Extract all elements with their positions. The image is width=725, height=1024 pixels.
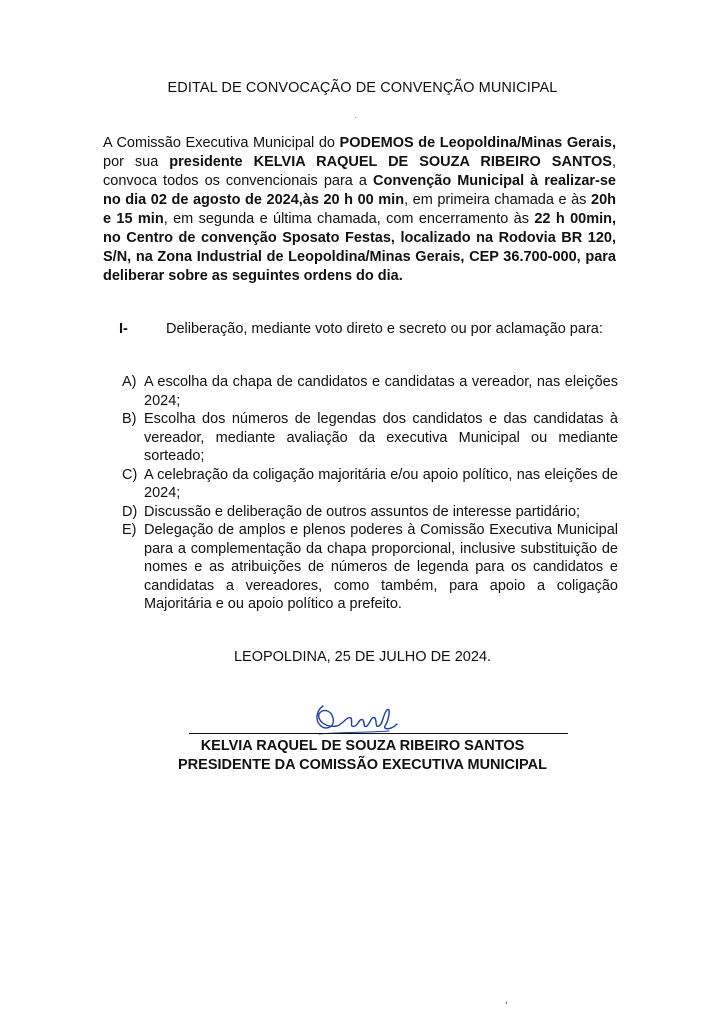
list-item <box>122 410 618 466</box>
signatory-block <box>0 737 725 775</box>
list-item <box>122 521 618 614</box>
list-item-marker: A) <box>122 374 137 390</box>
agenda-item-i-text: Deliberação, mediante voto direto e secreto ou por aclamação para: <box>166 321 603 337</box>
scan-speck: · <box>354 113 357 122</box>
intro-bold-location: 22 h 00min, no Centro de convenção Sposato Festas, localizado na Rodovia BR 120, S/N, na Zona Industrial de Leopoldina/Minas Gerais, CEP 36.700-000, para deliberar sobre as seguintes ordens do dia. <box>103 211 617 284</box>
list-item <box>122 373 618 410</box>
intro-bold-convention-date: Convenção Municipal à realizar-se no dia 02 de agosto de 2024,às 20 h 00 min <box>103 173 616 208</box>
intro-bold-party: PODEMOS de Leopoldina/Minas Gerais, <box>339 135 616 151</box>
signature-line <box>189 733 568 734</box>
list-item-text: Delegação de amplos e plenos poderes à Comissão Executiva Municipal para a complementação da chapa proporcional, inclusive substituição de nomes e as atribuições de números de legenda para os candidatos e candidatas a vereadores, como também, para apoio a coligação Majoritária e ou apoio político a prefeito. <box>144 522 618 612</box>
signatory-name: KELVIA RAQUEL DE SOUZA RIBEIRO SANTOS <box>200 738 525 754</box>
agenda-item-i-marker: I- <box>119 321 128 337</box>
list-item-text: A celebração da coligação majoritária e/ou apoio político, nas eleições de 2024; <box>144 466 618 501</box>
list-item-marker: C) <box>122 466 138 483</box>
intro-text-1: A Comissão Executiva Municipal do <box>103 135 340 151</box>
document-title: EDITAL DE CONVOCAÇÃO DE CONVENÇÃO MUNICIPAL <box>167 80 558 96</box>
agenda-list <box>122 373 618 614</box>
intro-bold-second-call: 20h e 15 min <box>103 192 616 227</box>
scan-speck: , <box>505 995 508 1006</box>
intro-bold-president: presidente KELVIA RAQUEL DE SOUZA RIBEIRO SANTOS <box>169 154 612 170</box>
list-item-marker: E) <box>122 522 137 538</box>
list-item-text: Discussão e deliberação de outros assuntos de interesse partidário; <box>144 503 581 520</box>
list-item <box>122 466 618 503</box>
list-item-marker: B) <box>122 411 137 427</box>
intro-paragraph <box>103 134 616 286</box>
intro-text-5: , em segunda e última chamada, com encerramento às <box>163 211 535 227</box>
document-date: LEOPOLDINA, 25 DE JULHO DE 2024. <box>233 649 492 665</box>
list-item-text: A escolha da chapa de candidatos e candidatas a vereador, nas eleições 2024; <box>144 374 618 409</box>
intro-text-2: por sua <box>103 154 170 170</box>
list-item-text: Escolha dos números de legendas dos candidatos e das candidatas à vereador, mediante avaliação da executiva Municipal ou mediante sorteado; <box>144 411 618 464</box>
list-item-marker: D) <box>122 503 138 520</box>
intro-text-4: , em primeira chamada e às <box>404 192 591 208</box>
intro-text-3: , convoca todos os convencionais para a <box>103 154 616 189</box>
signatory-role: PRESIDENTE DA COMISSÃO EXECUTIVA MUNICIPAL <box>178 757 547 773</box>
list-item <box>122 503 618 522</box>
